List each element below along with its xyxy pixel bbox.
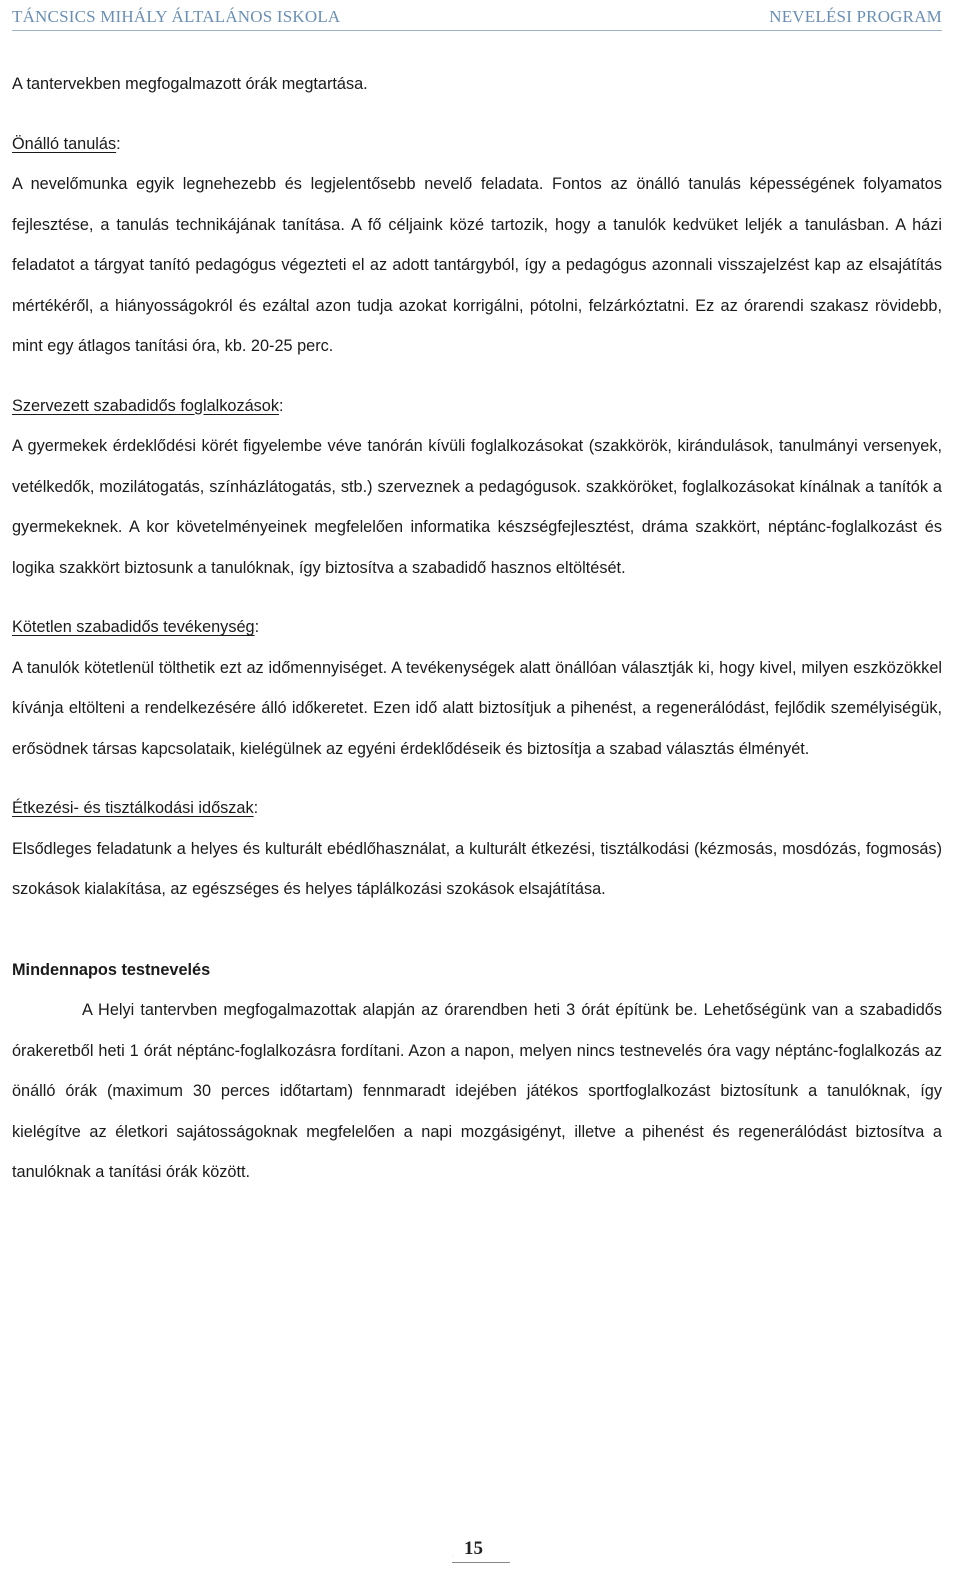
page-header: [12, 4, 942, 31]
intro-paragraph: A tantervekben megfogalmazott órák megtartása.: [12, 75, 368, 93]
section-paragraph: A Helyi tantervben megfogalmazottak alapján az órarendben heti 3 órát építünk be. Lehetőségünk van a szabadidős órakeretből heti 1 órát néptánc-foglalkozásra fordítani. Azon a napon, melyen nincs testnevelés óra vagy néptánc-foglalkozás az önálló órák (maximum 30 perces időtartam) fennmaradt idejében játékos sportfoglalkozást biztosítunk a tanulóknak, így kielégítve az életkori sajátosságoknak megfelelően a napi mozgásigényt, illetve a pihenést és regenerálódást biztosítva a tanulóknak a tanítási órák között.: [12, 1001, 942, 1181]
section-paragraph: A tanulók kötetlenül tölthetik ezt az időmennyiséget. A tevékenységek alatt önállóan választják ki, hogy kivel, milyen eszközökkel kívánja eltölteni a rendelkezésére álló időkeretet. Ezen idő alatt biztosítjuk a pihenést, a regenerálódást, fejlődik személyiségük, erősödnek társas kapcsolataik, kielégülnek az egyéni érdeklődéseik és biztosítja a szabad választás élményét.: [12, 658, 942, 758]
page-number: 15: [464, 1538, 483, 1559]
school-name: TÁNCSICS MIHÁLY ÁLTALÁNOS ISKOLA: [12, 7, 341, 26]
page-footer: [0, 1538, 960, 1568]
section-heading: Önálló tanulás:: [12, 134, 121, 153]
section-paragraph: A nevelőmunka egyik legnehezebb és legjelentősebb nevelő feladata. Fontos az önálló tanulás képességének folyamatos fejlesztése, a tanulás technikájának tanítása. A fő céljaink közé tartozik, hogy a tanulók kedvüket leljék a tanulásban. A házi feladatot a tárgyat tanító pedagógus végezteti el az adott tantárgyból, így a pedagógus azonnali visszajelzést kap az elsajátítás mértékéről, a hiányosságokról és ezáltal azon tudja azokat korrigálni, pótolni, felzárkóztatni. Ez az órarendi szakasz rövidebb, mint egy átlagos tanítási óra, kb. 20-25 perc.: [12, 175, 942, 355]
document-body: [12, 64, 942, 1193]
section-title: Önálló tanulás: [12, 134, 117, 153]
page-marker: ·: [452, 1554, 454, 1560]
document-title: NEVELÉSI PROGRAM: [769, 7, 942, 26]
section-title: Étkezési- és tisztálkodási időszak: [12, 799, 254, 817]
section-title: Szervezett szabadidős foglalkozások: [12, 396, 279, 415]
section-title: Kötetlen szabadidős tevékenység: [12, 618, 255, 636]
section-heading: Szervezett szabadidős foglalkozások:: [12, 396, 284, 415]
section-paragraph: A gyermekek érdeklődési körét figyelembe véve tanórán kívüli foglalkozásokat (szakkörök, kirándulások, tanulmányi versenyek, vetélkedők, mozilátogatás, színházlátogatás, stb.) szerveznek a pedagógusok. szakköröket, foglalkozásokat kínálnak a tanítók a gyermekeknek. A kor követelményeinek megfelelően informatika készségfejlesztést, dráma szakkört, néptánc-foglalkozást és logika szakkört biztosunk a tanulóknak, így biztosítva a szabadidő hasznos eltöltését.: [12, 437, 942, 577]
section-title-bold: Mindennapos testnevelés: [12, 960, 211, 979]
section-heading: Kötetlen szabadidős tevékenység:: [12, 618, 260, 636]
section-heading: Étkezési- és tisztálkodási időszak:: [12, 799, 259, 817]
footer-rule: [452, 1562, 510, 1563]
section-paragraph: Elsődleges feladatunk a helyes és kulturált ebédlőhasználat, a kulturált étkezési, tisztálkodási (kézmosás, mosdózás, fogmosás) szokások kialakítása, az egészséges és helyes táplálkozási szokások elsajátítása.: [12, 839, 942, 898]
